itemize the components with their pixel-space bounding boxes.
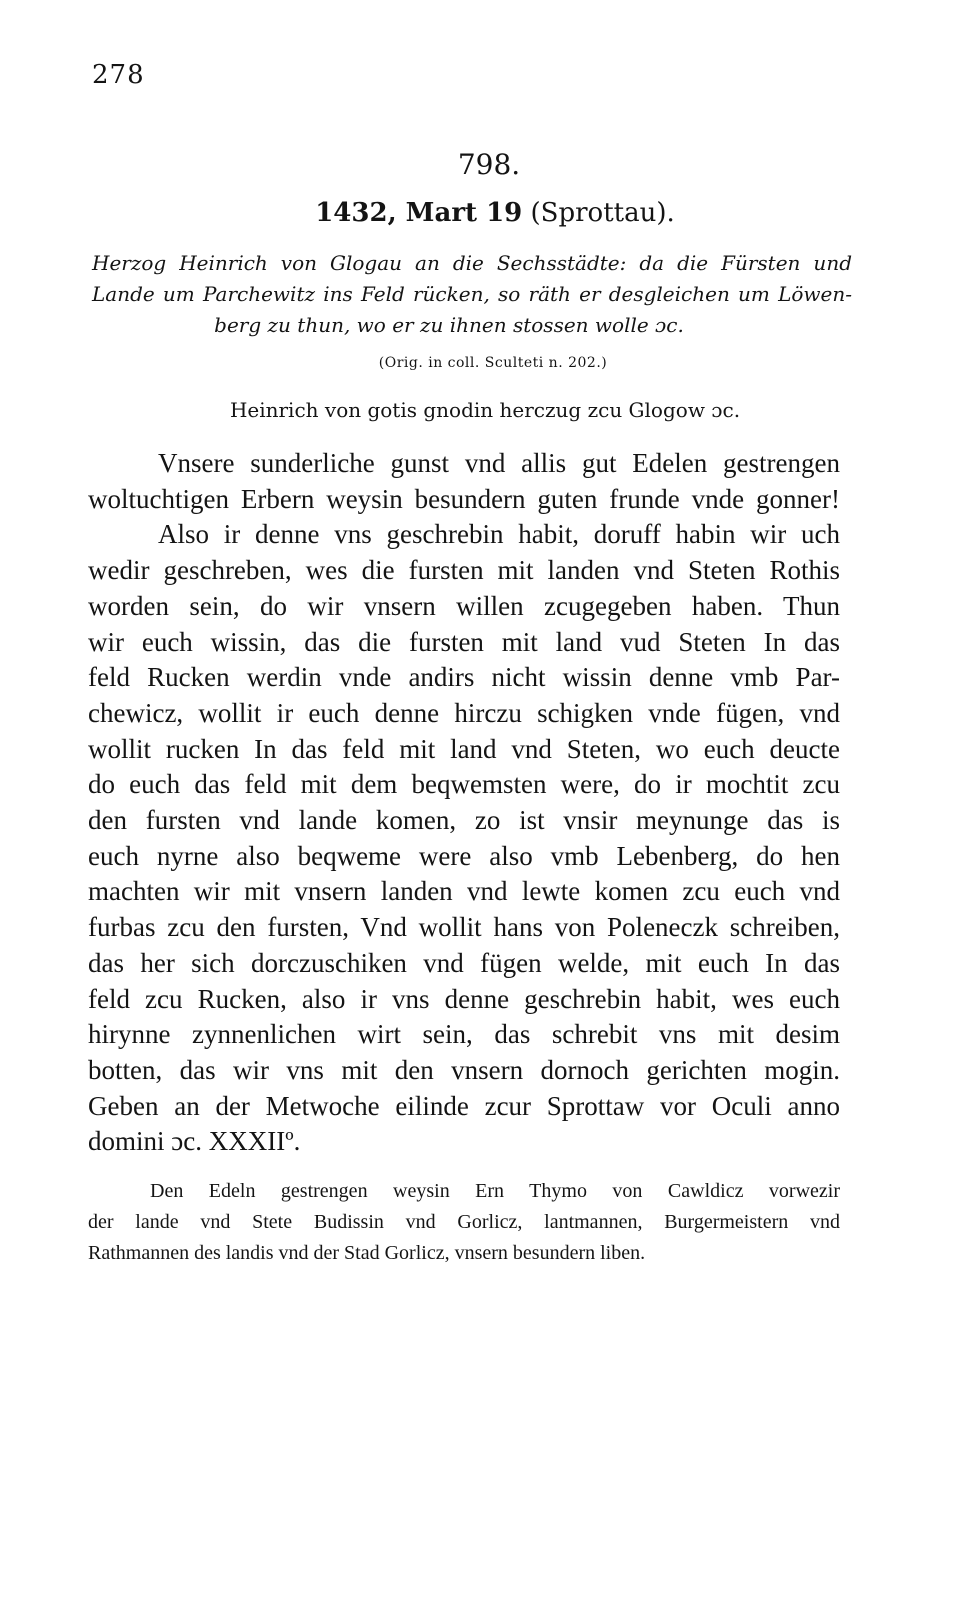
body-line: das her sich dorczuschiken vnd fügen welde, mit euch In das (88, 947, 840, 978)
page-number: 278 (92, 60, 145, 90)
date-place: (Sprottau). (530, 198, 675, 228)
regest-line: berg zu thun, wo er zu ihnen stossen wolle ɔc. (214, 313, 684, 337)
body-line: chewicz, wollit ir euch denne hirczu schigken vnde fügen, vnd (88, 697, 840, 728)
letter-address (88, 1176, 840, 1269)
body-line: Geben an der Metwoche eilinde zcur Sprottaw vor Oculi anno (88, 1090, 840, 1121)
body-line: feld zcu Rucken, also ir vns denne geschrebin habit, wes euch (88, 983, 840, 1014)
body-line: woltuchtigen Erbern weysin besundern guten frunde vnde gonner! (88, 483, 840, 514)
regest-line: Herzog Heinrich von Glogau an die Sechsstädte: da die Fürsten und (92, 251, 852, 275)
document-number: 798. (457, 148, 521, 181)
body-line: wedir geschreben, wes die fursten mit landen vnd Steten Rothis (88, 555, 840, 586)
body-line: machten wir mit vnsern landen vnd lewte komen zcu euch vnd (88, 876, 840, 907)
body-line: hirynne zynnenlichen wirt sein, das schrebit vns mit desim (88, 1019, 840, 1050)
body-line: wollit rucken In das feld mit land vnd Steten, wo euch deucte (88, 733, 840, 764)
address-line: der lande vnd Stete Budissin vnd Gorlicz, lantmannen, Burgermeistern vnd (88, 1211, 840, 1233)
regest-line: Lande um Parchewitz ins Feld rücken, so räth er desgleichen um Löwen- (92, 282, 852, 306)
body-line: botten, das wir vns mit den vnsern dornoch gerichten mogin. (88, 1054, 840, 1085)
body-line: domini ɔc. XXXIIº. (88, 1126, 301, 1157)
address-line: Rathmannen des landis vnd der Stad Gorlicz, vnsern besundern liben. (88, 1242, 646, 1264)
regest-summary (92, 248, 852, 341)
body-line: furbas zcu den fursten, Vnd wollit hans von Poleneczk schreiben, (88, 912, 840, 943)
letter-body (88, 446, 840, 1160)
body-line: Also ir denne vns geschrebin habit, doruff habin wir uch (158, 519, 840, 550)
body-line: Vnsere sunderliche gunst vnd allis gut Edelen gestrengen (158, 448, 840, 478)
body-line: den fursten vnd lande komen, zo ist vnsir meynunge das is (88, 805, 840, 836)
body-line: do euch das feld mit dem beqwemsten were, do ir mochtit zcu (88, 769, 840, 800)
address-line: Den Edeln gestrengen weysin Ern Thymo von Cawldicz vorwezir (150, 1180, 840, 1202)
sender-heading: Heinrich von gotis gnodin herczug zcu Glogow ɔc. (229, 398, 741, 422)
date-heading (0, 198, 960, 228)
body-line: worden sein, do wir vnsern willen zcugegeben haben. Thun (88, 590, 840, 621)
body-line: feld Rucken werdin vnde andirs nicht wissin denne vmb Par- (88, 662, 840, 693)
source-citation: (Orig. in coll. Sculteti n. 202.) (378, 355, 608, 371)
body-line: wir euch wissin, das die fursten mit land vud Steten In das (88, 626, 840, 657)
body-line: euch nyrne also beqweme were also vmb Lebenberg, do hen (88, 840, 840, 871)
date-text: 1432, Mart 19 (315, 198, 523, 228)
